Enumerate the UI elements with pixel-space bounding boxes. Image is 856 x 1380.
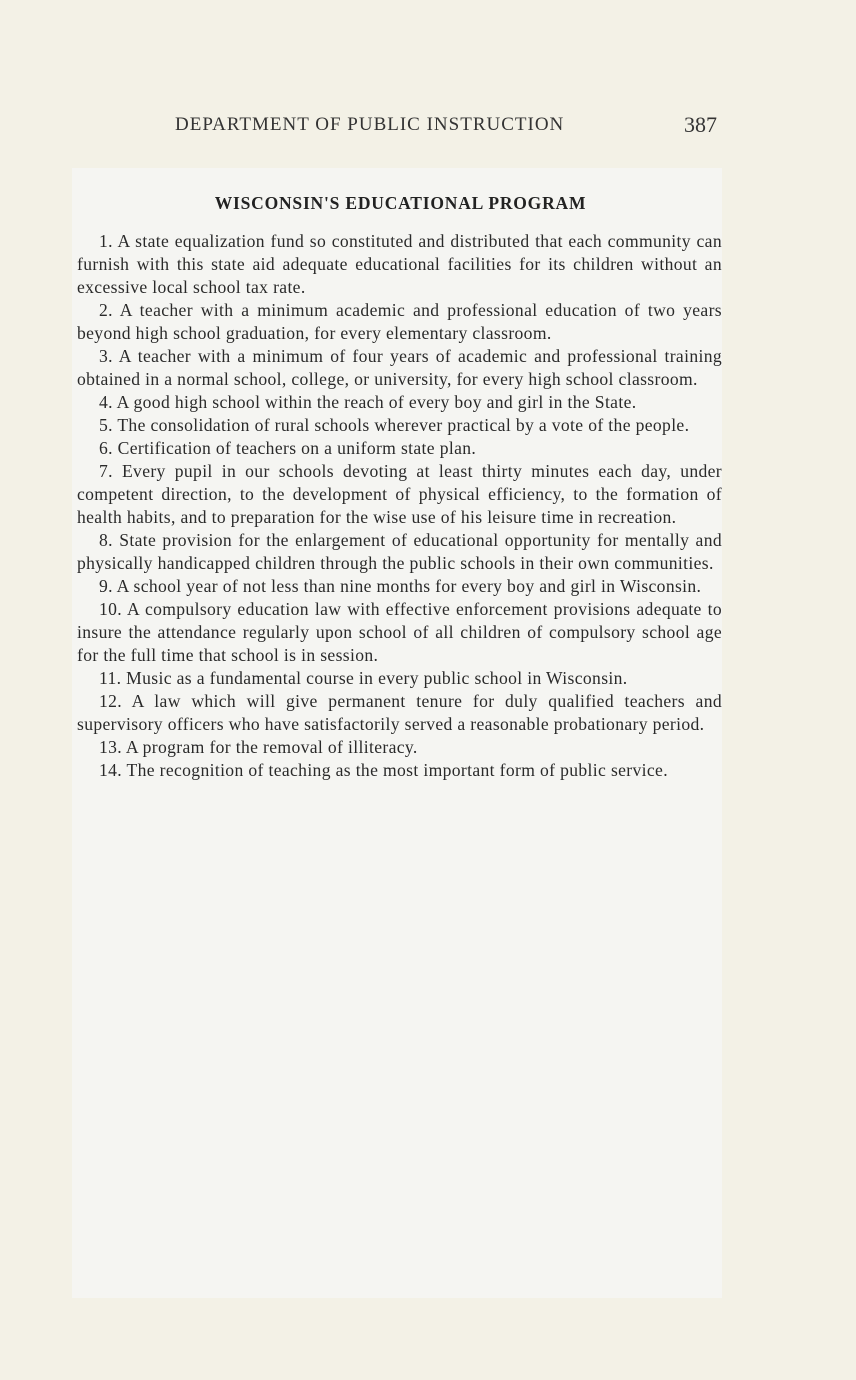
program-item-3: 3. A teacher with a minimum of four years of academic and professional training obtained in a normal school, college, or university, for every high school classroom. xyxy=(77,346,722,389)
program-item-12: 12. A law which will give permanent tenure for duly qualified teachers and supervisory officers who have satisfactorily served a reasonable probationary period. xyxy=(77,691,722,734)
program-item-7: 7. Every pupil in our schools devoting at least thirty minutes each day, under competent direction, to the development of physical efficiency, to the formation of health habits, and to preparation for the wise use of his leisure time in recreation. xyxy=(77,461,722,527)
program-item-1: 1. A state equalization fund so constituted and distributed that each community can furnish with this state aid adequate educational facilities for its children without an excessive local school tax rate. xyxy=(77,231,722,297)
program-item-13: 13. A program for the removal of illiteracy. xyxy=(99,737,418,757)
document-body xyxy=(77,193,722,782)
program-item-6: 6. Certification of teachers on a uniform state plan. xyxy=(99,438,477,458)
program-item-8: 8. State provision for the enlargement of educational opportunity for mentally and physically handicapped children through the public schools in their own communities. xyxy=(77,530,722,573)
running-head xyxy=(0,114,856,144)
program-item-14: 14. The recognition of teaching as the most important form of public service. xyxy=(99,760,668,780)
program-item-4: 4. A good high school within the reach of every boy and girl in the State. xyxy=(99,392,637,412)
running-head-title: DEPARTMENT OF PUBLIC INSTRUCTION xyxy=(175,114,565,135)
program-item-11: 11. Music as a fundamental course in every public school in Wisconsin. xyxy=(99,668,628,688)
program-item-5: 5. The consolidation of rural schools wherever practical by a vote of the people. xyxy=(99,415,690,435)
program-item-2: 2. A teacher with a minimum academic and professional education of two years beyond high school graduation, for every elementary classroom. xyxy=(77,300,722,343)
page-number: 387 xyxy=(684,112,717,137)
program-item-9: 9. A school year of not less than nine months for every boy and girl in Wisconsin. xyxy=(99,576,702,596)
section-title: WISCONSIN'S EDUCATIONAL PROGRAM xyxy=(214,193,587,213)
program-item-10: 10. A compulsory education law with effective enforcement provisions adequate to insure the attendance regularly upon school of all children of compulsory school age for the full time that school is in session. xyxy=(77,599,722,665)
